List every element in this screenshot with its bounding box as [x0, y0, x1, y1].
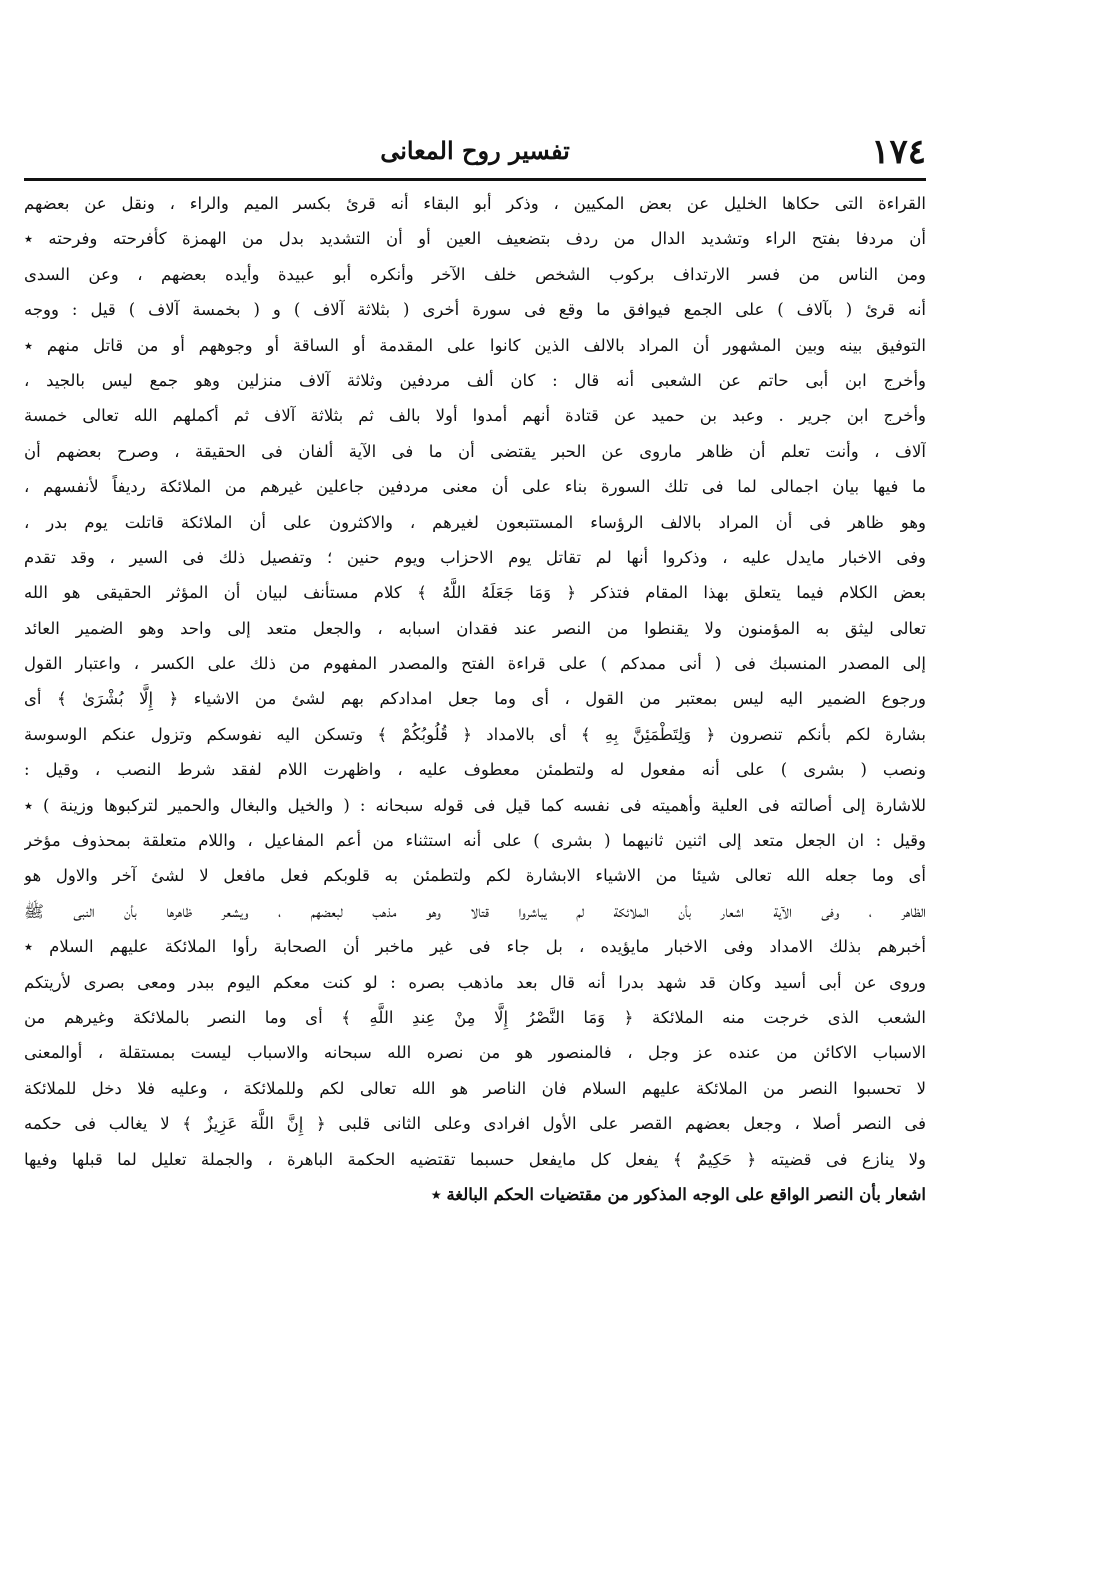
text-line: القراءة التى حكاها الخليل عن بعض المكيين ، وذكر أبو البقاء أنه قرئ بكسر الميم والراء ، ونقل عن بعضهم: [24, 194, 926, 213]
text-line: وأخرج ابن أبى حاتم عن الشعبى أنه قال : كان ألف مردفين وثلاثة آلاف منزلين وهو جمع ليس بالجيد ،: [24, 370, 926, 390]
text-line: الاسباب الاكائن من عنده عز وجل ، فالمنصور هو من نصره الله سبحانه والاسباب ليست بمستقلة ، أوالمعنى: [24, 1043, 926, 1063]
text-line: لا تحسبوا النصر من الملائكة عليهم السلام فان الناصر هو الله تعالى لكم وللملائكة ، وعليه فلا دخل للملائكة: [24, 1078, 926, 1098]
text-line: وقيل : ان الجعل متعد إلى اثنين ثانيهما ( بشرى ) على أنه استثناء من أعم المفاعيل ، واللام متعلقة بمحذوف مؤخر: [24, 831, 926, 851]
text-line: وفى الاخبار مايدل عليه ، وذكروا أنها لم تقاتل يوم الاحزاب ويوم حنين ؛ وتفصيل ذلك فى السير ، وقد تقدم: [24, 547, 926, 567]
text-line: ومن الناس من فسر الارتداف بركوب الشخص خلف الآخر وأنكره أبو عبيدة وأيده بعضهم ، وعن السدى: [24, 264, 926, 284]
text-line: وأخرج ابن جرير . وعبد بن حميد عن قتادة أنهم أمدوا أولا بالف ثم بثلاثة آلاف ثم أكملهم الله تعالى خمسة: [24, 406, 926, 426]
text-line: آلاف ، وأنت تعلم أن ظاهر ماروى عن الحبر يقتضى أن ما فى الآية ألفان فى الحقيقة ، وصرح بعضهم أن: [24, 441, 926, 461]
body-text: [24, 186, 926, 1212]
text-line: أخبرهم بذلك الامداد وفى الاخبار مايؤيده ، بل جاء فى غير ماخبر أن الصحابة رأوا الملائكة عليهم السلام ٭: [24, 937, 926, 957]
text-line: أنه قرئ ( بآلاف ) على الجمع فيوافق ما وقع فى سورة أخرى ( بثلاثة آلاف ) و ( بخمسة آلاف ) قيل : ووجه: [24, 300, 926, 320]
text-line: ولا ينازع فى قضيته ﴿ حَكِيمٌ ﴾ يفعل كل مايفعل حسبما تقتضيه الحكمة الباهرة ، والجملة تعليل لما قبلها وفيها: [24, 1149, 926, 1169]
text-line: بشارة لكم بأنكم تنصرون ﴿ وَلِتَطْمَئِنَّ بِهِ ﴾ أى بالامداد ﴿ قُلُوبُكُمْ ﴾ وتسكن اليه نفوسكم وتزول عنكم الوسوسة: [24, 724, 926, 744]
page-header: [24, 118, 926, 178]
text-line: ونصب ( بشرى ) على أنه مفعول له ولتطمئن معطوف عليه ، واظهرت اللام لفقد شرط النصب ، وقيل :: [24, 760, 926, 780]
text-line: الظاهر ، وفى الآية اشعار بأن الملائكة لم يباشروا قتالا وهو مذهب لبعضهم ، ويشعر ظاهرها بأن النبى ﷺ: [24, 901, 926, 921]
running-title: تفسير روح المعانى: [380, 136, 570, 165]
text-line: اشعار بأن النصر الواقع على الوجه المذكور من مقتضيات الحكم البالغة ٭: [431, 1184, 926, 1204]
text-line: أى وما جعله الله تعالى شيئا من الاشياء الابشارة لكم ولتطمئن به قلوبكم فعل مافعل لا لشئ آخر والاول هو: [24, 866, 926, 886]
text-line: أن مردفا بفتح الراء وتشديد الدال من ردف بتضعيف العين أو أن التشديد بدل من الهمزة كأفرحته وفرحته ٭: [24, 229, 926, 249]
text-line: وروى عن أبى أسيد وكان قد شهد بدرا أنه قال بعد ماذهب بصره : لو كنت معكم اليوم ببدر ومعى بصرى لأريتكم: [24, 972, 926, 992]
text-line: فى النصر أصلا ، وجعل بعضهم القصر على الأول افرادى وعلى الثانى قلبى ﴿ إِنَّ اللَّهَ عَزِيزٌ ﴾ لا يغالب فى حكمه: [24, 1114, 926, 1134]
text-line: للاشارة إلى أصالته فى العلية وأهميته فى نفسه كما قيل فى قوله سبحانه : ( والخيل والبغال والحمير لتركبوها وزينة ) ٭: [24, 795, 926, 815]
page-number: ١٧٤: [871, 132, 926, 172]
text-line: تعالى ليثق به المؤمنون ولا يقنطوا من النصر عند فقدان اسبابه ، والجعل متعد إلى واحد وهو الضمير العائد: [24, 618, 926, 638]
text-line: الشعب الذى خرجت منه الملائكة ﴿ وَمَا النَّصْرُ إِلَّا مِنْ عِندِ اللَّهِ ﴾ أى وما النصر بالملائكة وغيرهم من: [24, 1007, 926, 1027]
text-line: ورجوع الضمير اليه ليس بمعتبر من القول ، أى وما جعل امدادكم بهم لشئ من الاشياء ﴿ إِلَّا بُشْرَىٰ ﴾ أى: [24, 689, 926, 709]
text-line: إلى المصدر المنسبك فى ( أنى ممدكم ) على قراءة الفتح والمصدر المفهوم من ذلك على الكسر ، واعتبار القول: [24, 654, 926, 674]
text-line: التوفيق بينه وبين المشهور أن المراد بالالف الذين كانوا على المقدمة أو الساقة أو وجوههم أو من قاتل منهم ٭: [24, 335, 926, 355]
text-line: ما فيها بيان اجمالى لما فى تلك السورة بناء على أن معنى مردفين جاعلين غيرهم من الملائكة رديفاً لأنفسهم ،: [24, 477, 926, 497]
text-line: بعض الكلام فيما يتعلق بهذا المقام فتذكر ﴿ وَمَا جَعَلَهُ اللَّهُ ﴾ كلام مستأنف لبيان أن المؤثر الحقيقى هو الله: [24, 583, 926, 603]
header-rule: [24, 178, 926, 181]
text-line: وهو ظاهر فى أن المراد بالالف الرؤساء المستتبعون لغيرهم ، والاكثرون على أن الملائكة قاتلت يوم بدر ،: [24, 512, 926, 532]
